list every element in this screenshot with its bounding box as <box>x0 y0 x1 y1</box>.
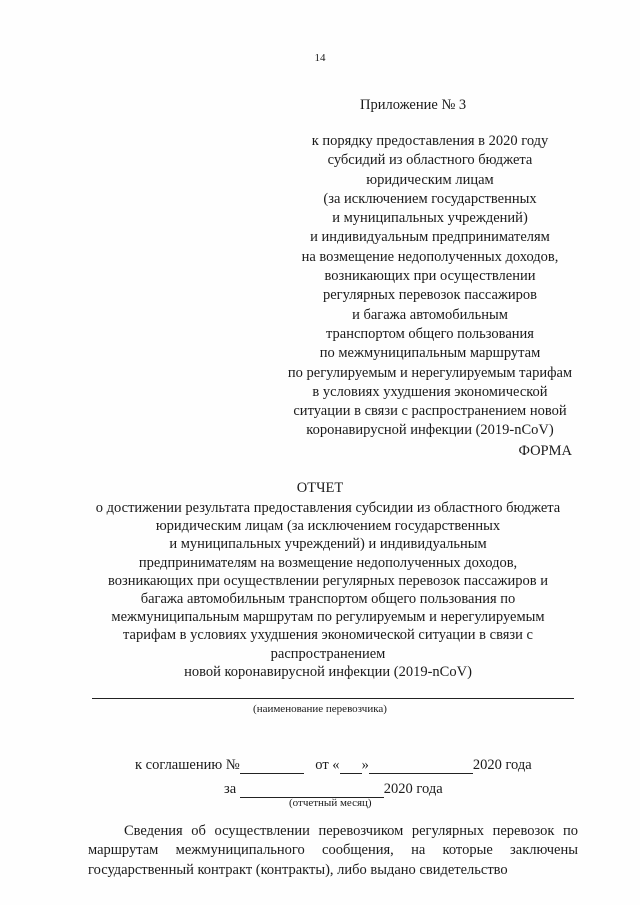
report-line: возникающих при осуществлении регулярных перевозок пассажиров и <box>107 572 548 589</box>
report-line: юридическим лицам (за исключением государственных <box>155 518 501 535</box>
appendix-line: по регулируемым и нерегулируемым тарифам <box>287 364 573 381</box>
appendix-line: возникающих при осуществлении <box>324 268 536 285</box>
appendix-line: (за исключением государственных <box>323 190 537 207</box>
page-number: 14 <box>314 52 326 64</box>
appendix-line: на возмещение недополученных доходов, <box>301 248 559 265</box>
appendix-line: в условиях ухудшения экономической <box>312 383 548 400</box>
appendix-line: и индивидуальным предпринимателям <box>310 229 550 246</box>
report-line: новой коронавирусной инфекции (2019-nCoV) <box>184 663 472 680</box>
report-subtitle <box>68 499 588 681</box>
body-paragraph-text: Сведения об осуществлении перевозчиком регулярных перевозок по маршрутам межмуниципального сообщения, на которые заключены государственный контракт (контракты), либо выдано свидетельство <box>88 823 578 878</box>
carrier-name-field[interactable] <box>92 698 574 699</box>
appendix-title: Приложение № 3 <box>360 97 467 113</box>
agreement-from-label: от « <box>315 757 340 773</box>
appendix-line: коронавирусной инфекции (2019-nCoV) <box>306 422 554 439</box>
appendix-line: регулярных перевозок пассажиров <box>322 287 538 304</box>
appendix-line: юридическим лицам <box>366 171 494 188</box>
appendix-text <box>250 132 610 441</box>
appendix-line: субсидий из областного бюджета <box>327 152 533 169</box>
agreement-line <box>135 757 532 774</box>
report-line: багажа автомобильным транспортом общего пользования по <box>140 591 516 608</box>
appendix-line: к порядку предоставления в 2020 году <box>311 133 549 149</box>
period-prefix: за <box>224 781 237 797</box>
appendix-line: транспортом общего пользования <box>326 325 534 342</box>
appendix-line: ситуации в связи с распространением новой <box>293 403 567 420</box>
agreement-day-field[interactable] <box>340 759 362 774</box>
report-title: ОТЧЕТ <box>296 480 344 496</box>
form-label: ФОРМА <box>518 443 572 459</box>
appendix-line: и багажа автомобильным <box>352 306 508 323</box>
carrier-name-caption: (наименование перевозчика) <box>253 703 387 715</box>
appendix-line: и муниципальных учреждений) <box>332 210 528 227</box>
report-line: предпринимателям на возмещение недополученных доходов, <box>138 554 518 571</box>
agreement-year: 2020 года <box>472 757 532 773</box>
report-line: распространением <box>270 645 386 662</box>
agreement-month-field[interactable] <box>369 759 473 774</box>
report-line: и муниципальных учреждений) и индивидуальным <box>169 536 487 553</box>
agreement-prefix: к соглашению № <box>135 757 240 773</box>
period-line <box>224 781 443 798</box>
period-year: 2020 года <box>383 781 443 797</box>
report-line: о достижении результата предоставления субсидии из областного бюджета <box>95 500 561 516</box>
body-paragraph <box>88 822 578 880</box>
agreement-number-field[interactable] <box>240 759 304 774</box>
report-line: межмуниципальным маршрутам по регулируемым и нерегулируемым <box>111 609 545 626</box>
report-line: тарифам в условиях ухудшения экономической ситуации в связи с <box>123 627 533 644</box>
agreement-quote-close: » <box>361 757 369 773</box>
reporting-month-caption: (отчетный месяц) <box>289 797 372 809</box>
appendix-line: по межмуниципальным маршрутам <box>319 345 541 362</box>
reporting-month-field[interactable] <box>240 783 384 798</box>
